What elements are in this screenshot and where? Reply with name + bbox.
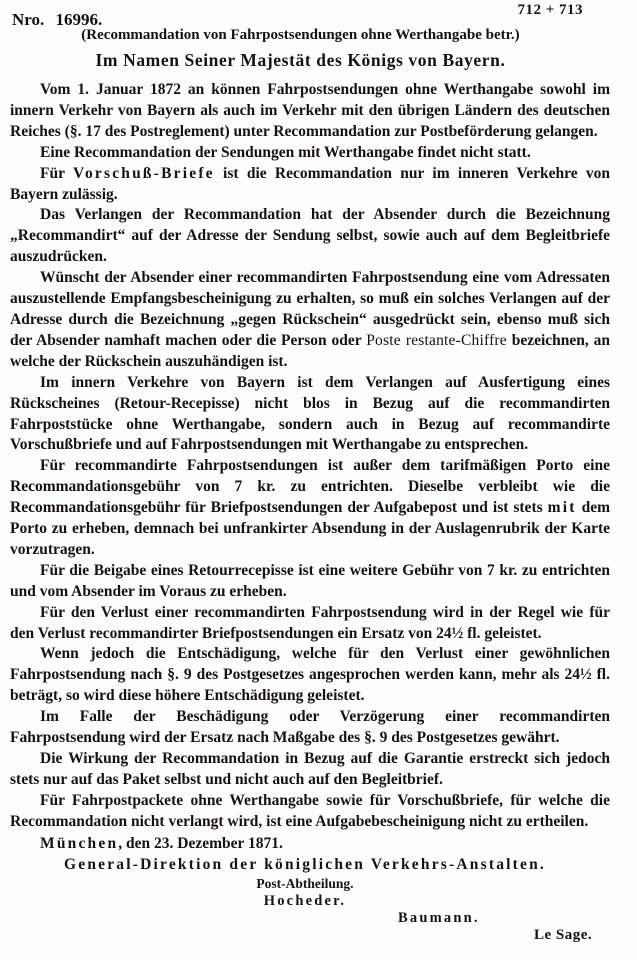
- paragraph: [10, 707, 610, 749]
- text-run: Für die Beigabe eines Retourrecepisse ist eine weitere Gebühr von 7 kr. zu entrichten und vom Absender im Voraus zu erheben.: [10, 561, 610, 600]
- closing-block: [0, 833, 637, 943]
- text-run: dem Porto zu erheben, demnach bei unfrankirter Absendung in der Auslagenrubrik der Karte vorzutragen.: [10, 499, 610, 558]
- text-run: Wenn jedoch die Entschädigung, welche für den Verlust einer gewöhnlichen Fahrpostsendung nach §. 9 des Postgesetzes angesprochen werden kann, mehr als 24½ fl. beträgt, so wird diese höhere Entschädigung geleistet.: [10, 645, 610, 705]
- text-run: Für den Verlust einer recommandirten Fahrpostsendung wird in der Regel wie für den Verlust recommandirter Briefpostsendungen ein Ersatz von 24½ fl. geleistet.: [10, 603, 610, 642]
- place-date-line: [10, 833, 610, 854]
- text-run: ist die Recommandation nur im inneren Verkehre von Bayern zulässig.: [10, 164, 610, 203]
- signature-lesage: Le Sage.: [534, 926, 593, 943]
- paragraph: [10, 143, 610, 164]
- paragraph: [10, 791, 610, 833]
- text-run: Wünscht der Absender einer recommandirten Fahrpostsendung eine vom Adressaten auszustellende Empfangsbescheinigung zu erhalten, so muß ein solches Verlangen auf der Adresse durch die Bezeichnung „gegen Rückschein“ ausgedrückt sein, ebenso muß sich der Absender namhaft machen oder die Person oder: [10, 269, 610, 349]
- text-run: Für Fahrpostpackete ohne Werthangabe sowie für Vorschußbriefe, für welche die Recommandation nicht verlangt wird, ist eine Aufgabebescheinigung nicht zu ertheilen.: [10, 791, 610, 830]
- paragraph: [10, 749, 610, 791]
- subject-line: (Recommandation von Fahrpostsendungen ohne Werthangabe betr.): [81, 27, 520, 43]
- page-numbers: 712 + 713: [517, 2, 583, 18]
- text-run: Eine Recommandation der Sendungen mit Werthangabe findet nicht statt.: [40, 143, 531, 161]
- text-run: , den 23. Dezember 1871.: [118, 834, 283, 852]
- paragraph: [10, 268, 610, 373]
- proclamation-title: Im Namen Seiner Majestät des Königs von Bayern.: [95, 50, 506, 70]
- text-run: Für recommandirte Fahrpostsendungen ist außer dem tarifmäßigen Porto eine Recommandationsgebühr von 7 kr. zu entrichten. Dieselbe verbleibt wie die Recommandationsgebühr für Briefpostsendungen der Aufgabepost und ist stets: [10, 457, 610, 517]
- issuing-authority: General-Direktion der königlichen Verkehrs-Anstalten.: [63, 855, 546, 873]
- text-run: Das Verlangen der Recommandation hat der Absender durch die Bezeichnung „Recommandirt“ auf der Adresse der Sendung selbst, sowie auch auf dem Begleitbriefe auszudrücken.: [10, 206, 610, 266]
- document-body: [0, 78, 637, 833]
- paragraph: [10, 561, 610, 603]
- signature-baumann: Baumann.: [398, 909, 480, 926]
- text-run: Im innern Verkehre von Bayern ist dem Verlangen auf Ausfertigung eines Rückscheines (Retour-Recepisse) nicht blos in Bezug auf die recommandirten Fahrpoststücke ohne Werthangabe, sondern auch in Bezug auf recommandirte Vorschußbriefe und auf Fahrpostsendungen mit Werthangabe zu entsprechen.: [10, 373, 610, 454]
- paragraph: [10, 80, 610, 143]
- spaced-text: München: [40, 834, 119, 852]
- decree-number: Nro. 16996.: [12, 10, 103, 29]
- department-line: Post-Abtheilung.: [256, 875, 354, 891]
- document-header: [0, 0, 637, 78]
- paragraph: [10, 456, 610, 561]
- text-run: bezeichnen, an welche der Rückschein auszuhändigen ist.: [10, 331, 610, 370]
- text-run: Für: [40, 164, 73, 182]
- paragraph: [10, 164, 610, 206]
- paragraph: [10, 205, 610, 268]
- text-run: Vom 1. Januar 1872 an können Fahrpostsendungen ohne Werthangabe sowohl im innern Verkehr von Bayern als auch im Verkehr mit den übrigen Ländern des deutschen Reiches (§. 17 des Postreglement) unter Recommandation zur Postbeförderung gelangen.: [10, 81, 610, 140]
- paragraph: [10, 644, 610, 707]
- signature-hocheder: Hocheder.: [263, 892, 347, 909]
- text-run: Die Wirkung der Recommandation in Bezug auf die Garantie erstreckt sich jedoch stets nur auf das Paket selbst und nicht auch auf den Begleitbrief.: [10, 750, 610, 788]
- antiqua-text: Poste restante-Chiffre: [366, 331, 507, 349]
- paragraph: [10, 603, 610, 645]
- text-run: Im Falle der Beschädigung oder Verzögerung einer recommandirten Fahrpostsendung wird der Ersatz nach Maßgabe des §. 9 des Postgesetzes gewährt.: [10, 708, 610, 747]
- spaced-text: Vorschuß-Briefe: [72, 164, 215, 182]
- paragraph: [10, 373, 610, 457]
- spaced-text: mit: [547, 499, 577, 517]
